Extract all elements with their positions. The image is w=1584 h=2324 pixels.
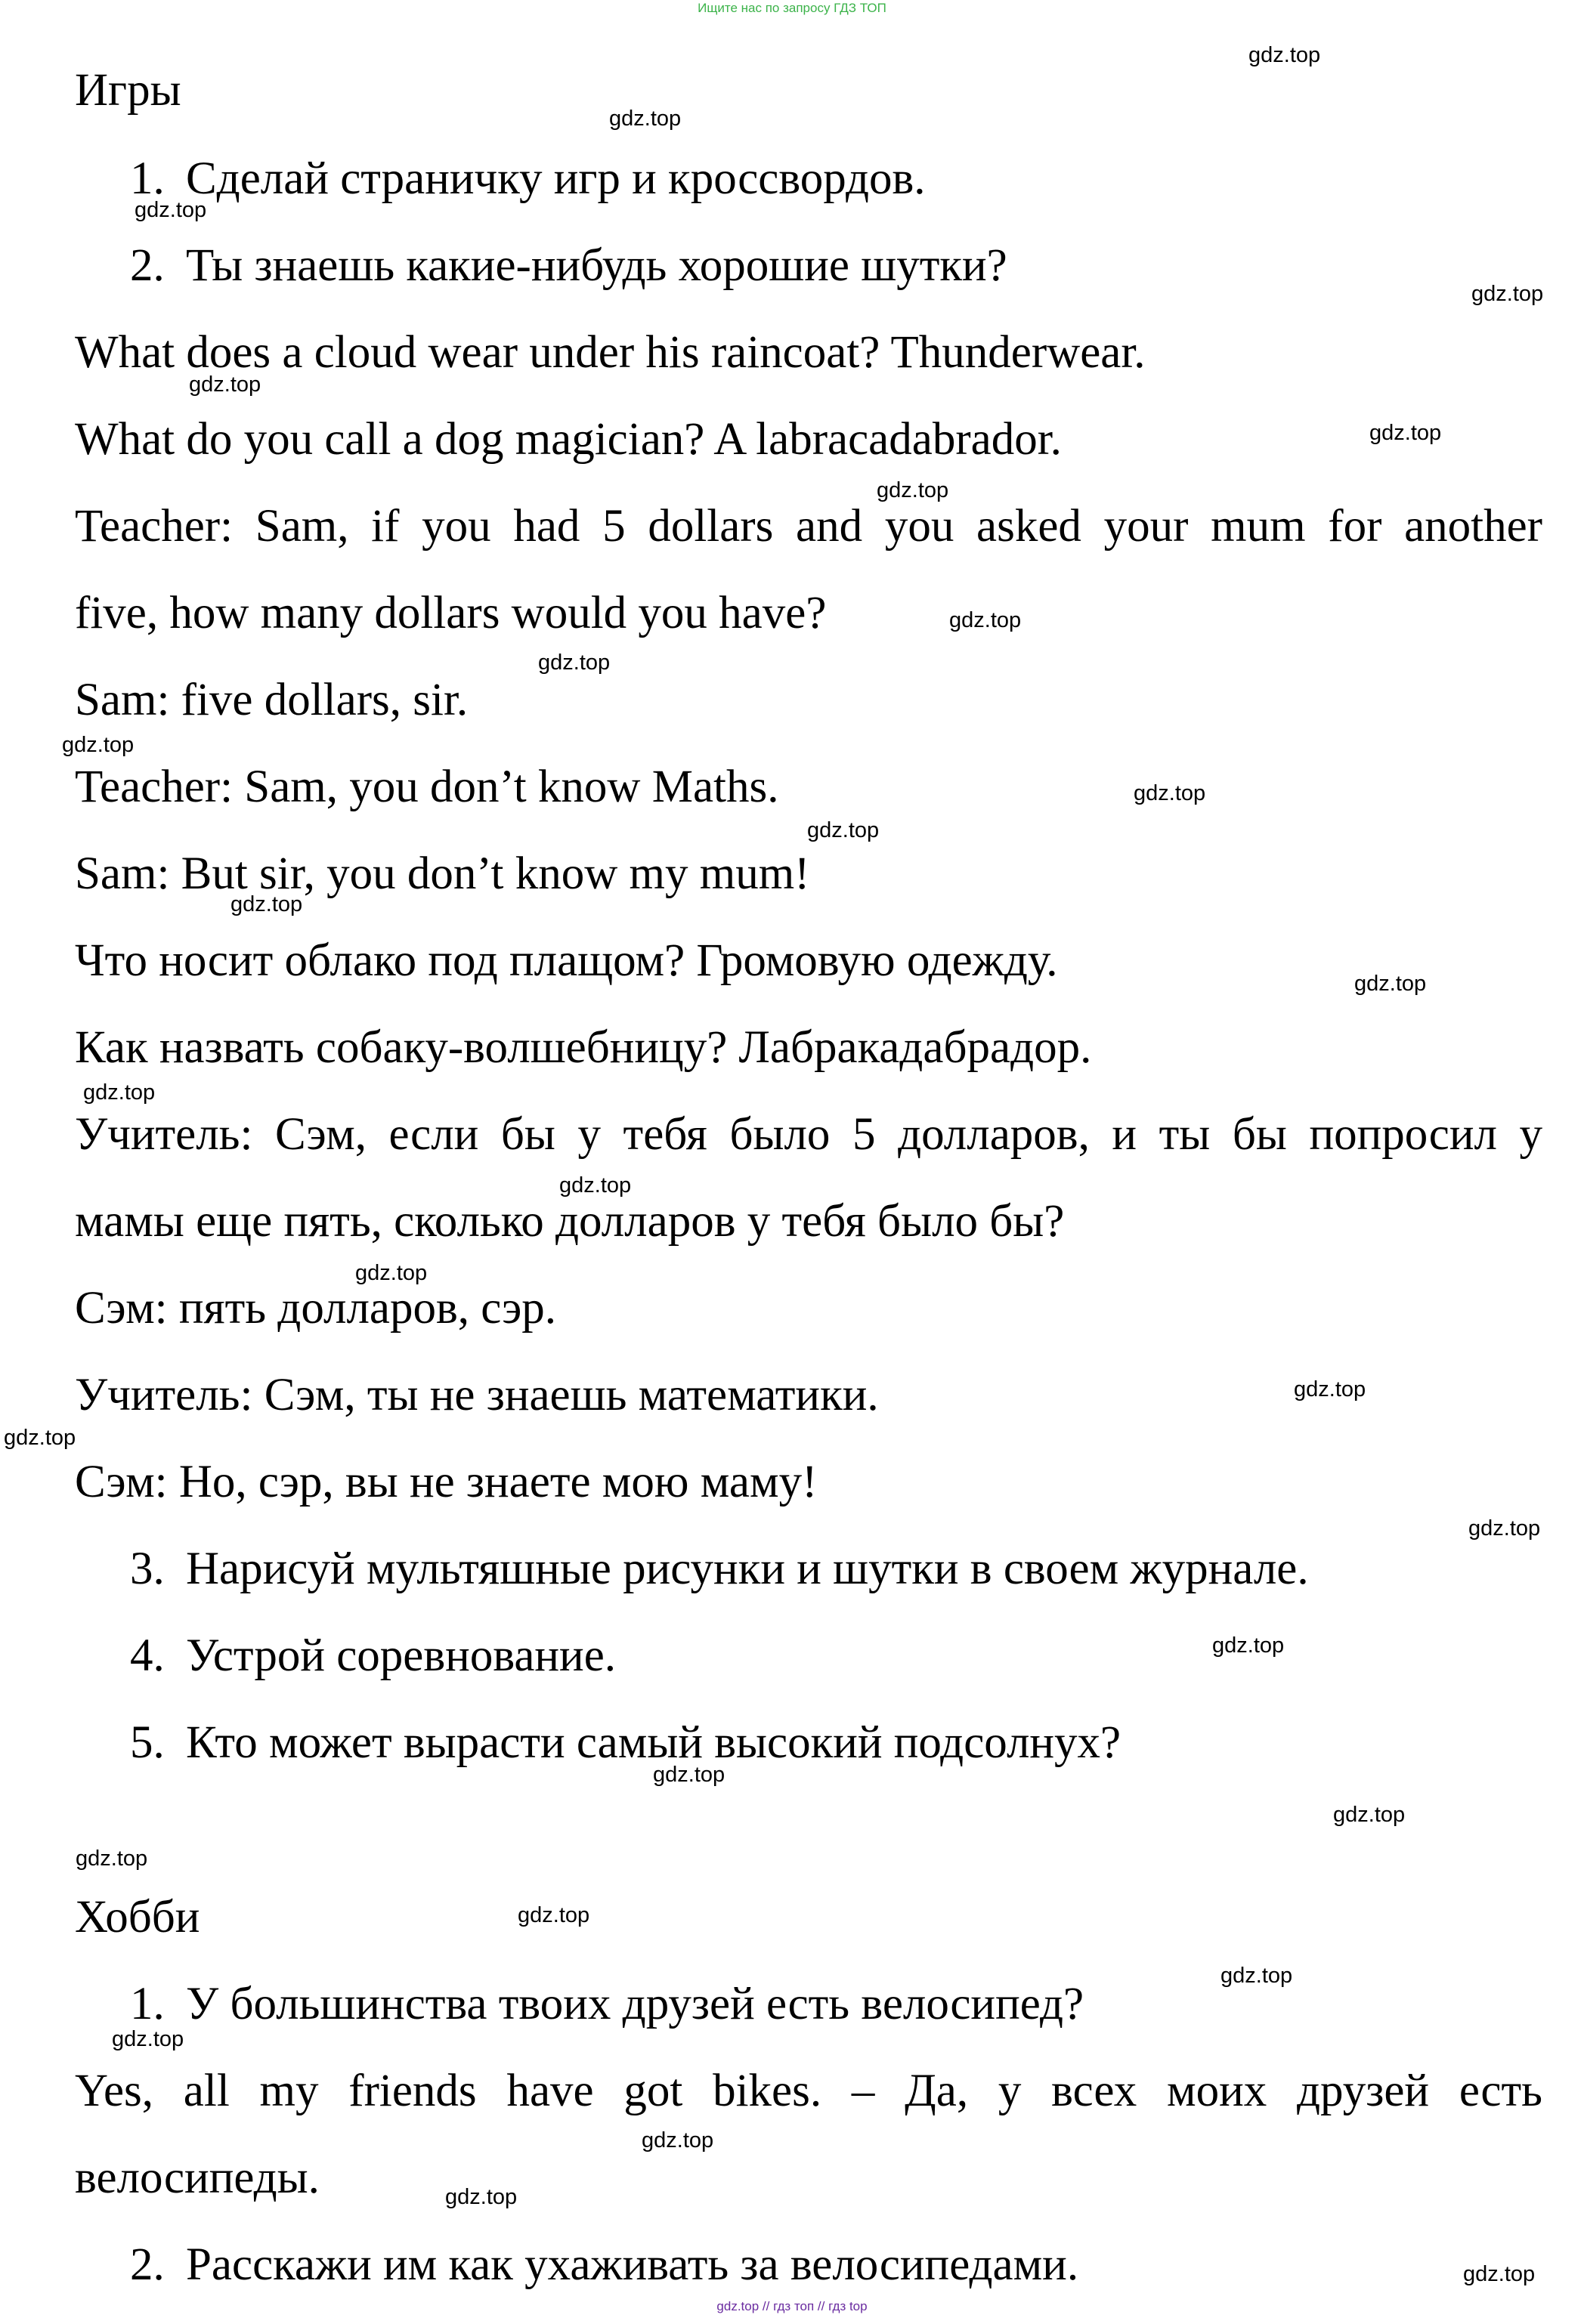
- item-text: Кто может вырасти самый высокий подсолнух?: [186, 1717, 1121, 1768]
- joke-en-line-4: five, how many dollars would you have?: [75, 588, 827, 638]
- item-text: Нарисуй мультяшные рисунки и шутки в своем журнале.: [186, 1544, 1309, 1594]
- games-item-2: [130, 240, 1007, 292]
- item-number: 1.: [130, 153, 165, 204]
- watermark: gdz.top: [112, 2027, 184, 2051]
- joke-en-line-1: What does a cloud wear under his raincoat? Thunderwear.: [75, 327, 1146, 378]
- joke-ru-line-2: Как назвать собаку-волшебницу? Лабракадабрадор.: [75, 1022, 1092, 1073]
- watermark: gdz.top: [1468, 1516, 1541, 1541]
- watermark: gdz.top: [1248, 43, 1321, 67]
- item-text: Расскажи им как ухаживать за велосипедами.: [186, 2239, 1079, 2290]
- watermark: gdz.top: [877, 478, 949, 502]
- watermark: gdz.top: [518, 1903, 590, 1927]
- item-number: 2.: [130, 240, 165, 291]
- hobbies-answer-line-2: велосипеды.: [75, 2152, 320, 2203]
- watermark: gdz.top: [230, 892, 303, 916]
- bottom-banner: gdz.top // гдз топ // гдз top: [716, 2299, 868, 2313]
- watermark: gdz.top: [609, 107, 682, 131]
- watermark: gdz.top: [653, 1763, 725, 1787]
- games-item-4: [130, 1630, 616, 1683]
- watermark: gdz.top: [1354, 972, 1427, 996]
- watermark: gdz.top: [1369, 421, 1442, 445]
- watermark: gdz.top: [83, 1080, 156, 1105]
- watermark: gdz.top: [807, 818, 880, 842]
- joke-ru-line-4: мамы еще пять, сколько долларов у тебя было бы?: [75, 1196, 1065, 1247]
- hobbies-answer-line-1: Yes, all my friends have got bikes. – Да, у всех моих друзей есть: [75, 2066, 1542, 2116]
- games-item-5: [130, 1717, 1121, 1769]
- watermark: gdz.top: [445, 2185, 518, 2209]
- joke-ru-line-5: Сэм: пять долларов, сэр.: [75, 1283, 557, 1334]
- watermark: gdz.top: [355, 1261, 428, 1285]
- watermark: gdz.top: [189, 372, 261, 397]
- watermark: gdz.top: [62, 733, 135, 757]
- joke-en-line-7: Sam: But sir, you don’t know my mum!: [75, 848, 810, 899]
- watermark: gdz.top: [538, 651, 611, 675]
- item-number: 5.: [130, 1717, 165, 1768]
- joke-ru-line-1: Что носит облако под плащом? Громовую одежду.: [75, 935, 1058, 986]
- hobbies-item-2: [130, 2239, 1078, 2292]
- watermark: gdz.top: [1134, 781, 1206, 805]
- watermark: gdz.top: [1220, 1964, 1293, 1988]
- watermark: gdz.top: [559, 1173, 632, 1198]
- item-number: 1.: [130, 1979, 165, 2029]
- watermark: gdz.top: [135, 198, 207, 222]
- watermark: gdz.top: [1294, 1377, 1366, 1402]
- joke-ru-line-6: Учитель: Сэм, ты не знаешь математики.: [75, 1370, 879, 1420]
- top-banner: Ищите нас по запросу ГДЗ ТОП: [698, 1, 886, 15]
- watermark: gdz.top: [1333, 1803, 1406, 1827]
- joke-en-line-2: What do you call a dog magician? A labracadabrador.: [75, 414, 1062, 465]
- item-text: Устрой соревнование.: [186, 1630, 617, 1681]
- joke-en-line-6: Teacher: Sam, you don’t know Maths.: [75, 762, 779, 812]
- watermark: gdz.top: [4, 1426, 76, 1450]
- watermark: gdz.top: [949, 608, 1022, 632]
- hobbies-heading: Хобби: [75, 1892, 200, 1942]
- item-number: 4.: [130, 1630, 165, 1681]
- item-number: 2.: [130, 2239, 165, 2290]
- games-heading: Игры: [75, 65, 181, 116]
- watermark: gdz.top: [1463, 2262, 1536, 2286]
- item-text: У большинства твоих друзей есть велосипед?: [186, 1979, 1084, 2029]
- joke-ru-line-7: Сэм: Но, сэр, вы не знаете мою маму!: [75, 1457, 818, 1507]
- item-text: Ты знаешь какие-нибудь хорошие шутки?: [186, 240, 1007, 291]
- joke-en-line-3: Teacher: Sam, if you had 5 dollars and you asked your mum for another: [75, 501, 1542, 552]
- joke-ru-line-3: Учитель: Сэм, если бы у тебя было 5 долларов, и ты бы попросил у: [75, 1109, 1542, 1160]
- games-item-1: [130, 153, 926, 206]
- watermark: gdz.top: [1212, 1633, 1285, 1658]
- watermark: gdz.top: [642, 2128, 714, 2152]
- games-item-3: [130, 1543, 1309, 1596]
- item-number: 3.: [130, 1544, 165, 1594]
- watermark: gdz.top: [76, 1847, 148, 1871]
- item-text: Сделай страничку игр и кроссвордов.: [186, 153, 926, 204]
- watermark: gdz.top: [1471, 282, 1544, 306]
- hobbies-item-1: [130, 1978, 1084, 2031]
- joke-en-line-5: Sam: five dollars, sir.: [75, 675, 469, 725]
